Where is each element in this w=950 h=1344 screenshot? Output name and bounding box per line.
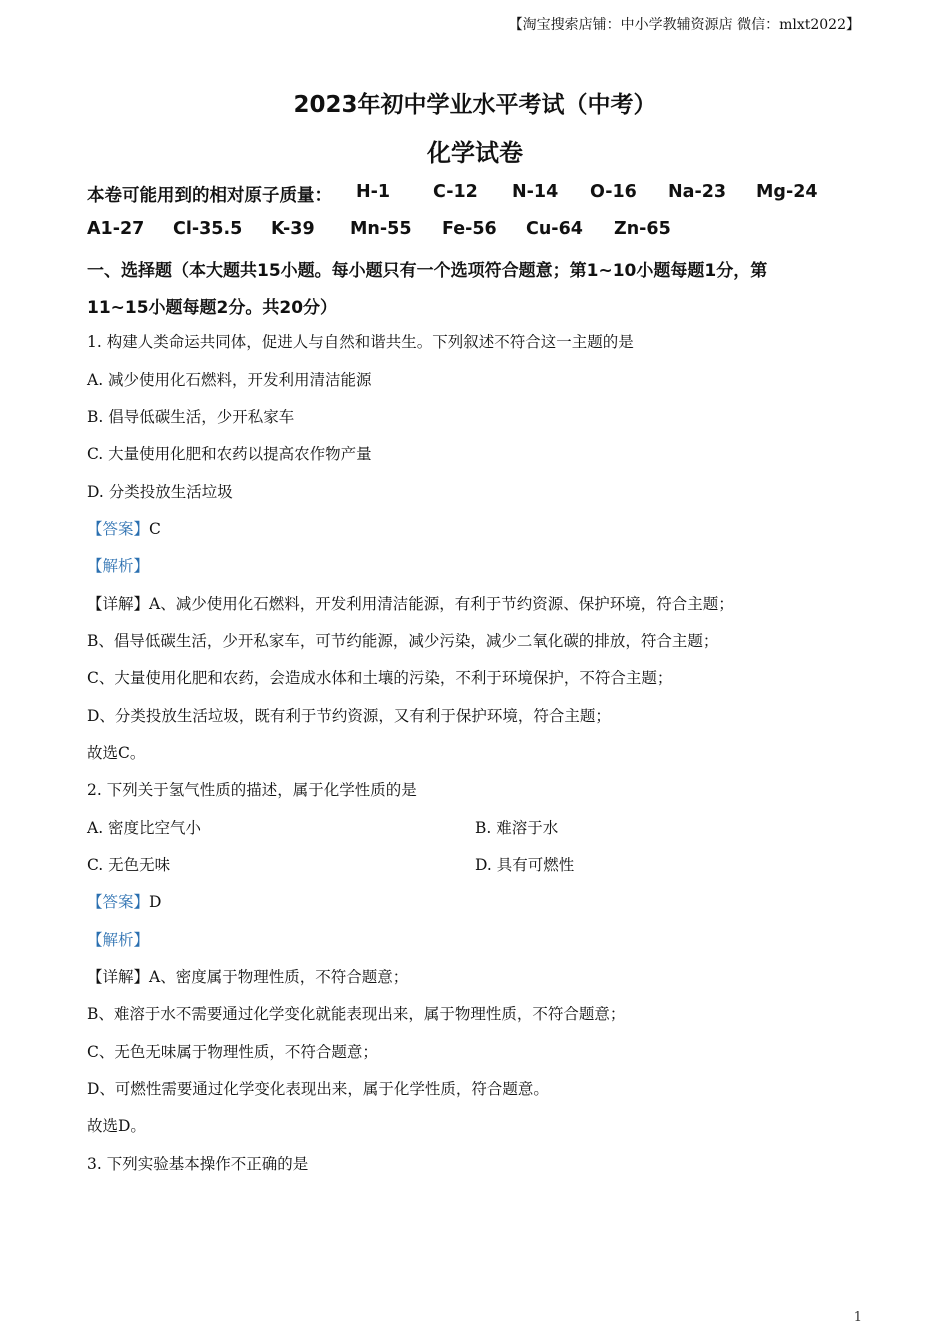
detail-text: A、密度属于物理性质，不符合题意；	[149, 968, 409, 986]
q1-answer	[87, 517, 161, 539]
header-note: 【淘宝搜索店铺：中小学教辅资源店 微信：mlxt2022】	[508, 17, 860, 33]
atomic-mass-c: C-12	[433, 182, 478, 202]
page-number: 1	[853, 1310, 862, 1325]
q2-option-a: A. 密度比空气小	[87, 819, 202, 837]
q1-detail-b: B、倡导低碳生活，少开私家车，可节约能源，减少污染，减少二氧化碳的排放，符合主题；	[87, 632, 719, 650]
atomic-mass-na: Na-23	[668, 182, 727, 202]
q1-conclusion: 故选C。	[87, 744, 146, 762]
atomic-mass-cu: Cu-64	[526, 219, 583, 239]
q1-option-a: A. 减少使用化石燃料，开发利用清洁能源	[87, 371, 372, 389]
atomic-mass-mg: Mg-24	[756, 182, 818, 202]
answer-tag: 【答案】	[87, 893, 150, 911]
q2-option-c: C. 无色无味	[87, 856, 171, 874]
q2-detail-c: C、无色无味属于物理性质，不符合题意；	[87, 1043, 378, 1061]
exam-subtitle: 化学试卷	[427, 139, 523, 167]
detail-tag: 【详解】	[87, 595, 150, 613]
q1-option-c: C. 大量使用化肥和农药以提高农作物产量	[87, 445, 372, 463]
q2-analysis-tag: 【解析】	[87, 931, 150, 949]
q2-answer	[87, 890, 161, 912]
q2-conclusion: 故选D。	[87, 1117, 146, 1135]
atomic-mass-k: K-39	[271, 219, 315, 239]
detail-tag: 【详解】	[87, 968, 150, 986]
section-heading-line1: 一、选择题（本大题共15小题。每小题只有一个选项符合题意；第1~10小题每题1分，第	[87, 261, 768, 281]
atomic-mass-h: H-1	[356, 182, 391, 202]
q3-stem: 3. 下列实验基本操作不正确的是	[87, 1155, 309, 1173]
q2-detail-b: B、难溶于水不需要通过化学变化就能表现出来，属于物理性质，不符合题意；	[87, 1005, 626, 1023]
q2-option-d: D. 具有可燃性	[475, 856, 575, 874]
atomic-mass-al: A1-27	[87, 219, 145, 239]
section-heading-line2: 11~15小题每题2分。共20分）	[87, 298, 338, 318]
detail-text: A、减少使用化石燃料，开发利用清洁能源，有利于节约资源、保护环境，符合主题；	[149, 595, 734, 613]
q1-option-d: D. 分类投放生活垃圾	[87, 483, 233, 501]
q1-detail-d: D、分类投放生活垃圾，既有利于节约资源，又有利于保护环境，符合主题；	[87, 707, 611, 725]
q2-option-b: B. 难溶于水	[475, 819, 559, 837]
answer-value: C	[149, 520, 161, 538]
atomic-mass-label: 本卷可能用到的相对原子质量：	[87, 186, 332, 206]
q1-option-b: B. 倡导低碳生活，少开私家车	[87, 408, 295, 426]
q1-detail-c: C、大量使用化肥和农药，会造成水体和土壤的污染，不利于环境保护，不符合主题；	[87, 669, 673, 687]
answer-value: D	[149, 893, 162, 911]
atomic-mass-cl: Cl-35.5	[173, 219, 243, 239]
q1-stem: 1. 构建人类命运共同体，促进人与自然和谐共生。下列叙述不符合这一主题的是	[87, 333, 634, 351]
atomic-mass-fe: Fe-56	[442, 219, 497, 239]
q2-detail-d: D、可燃性需要通过化学变化表现出来，属于化学性质，符合题意。	[87, 1080, 549, 1098]
q2-detail-a	[87, 965, 408, 987]
atomic-mass-mn: Mn-55	[350, 219, 412, 239]
q2-stem: 2. 下列关于氢气性质的描述，属于化学性质的是	[87, 781, 417, 799]
exam-title: 2023年初中学业水平考试（中考）	[293, 92, 657, 118]
q1-analysis-tag: 【解析】	[87, 557, 150, 575]
atomic-mass-n: N-14	[512, 182, 559, 202]
atomic-mass-zn: Zn-65	[614, 219, 671, 239]
q1-detail-a	[87, 592, 734, 614]
atomic-mass-o: O-16	[590, 182, 637, 202]
answer-tag: 【答案】	[87, 520, 150, 538]
